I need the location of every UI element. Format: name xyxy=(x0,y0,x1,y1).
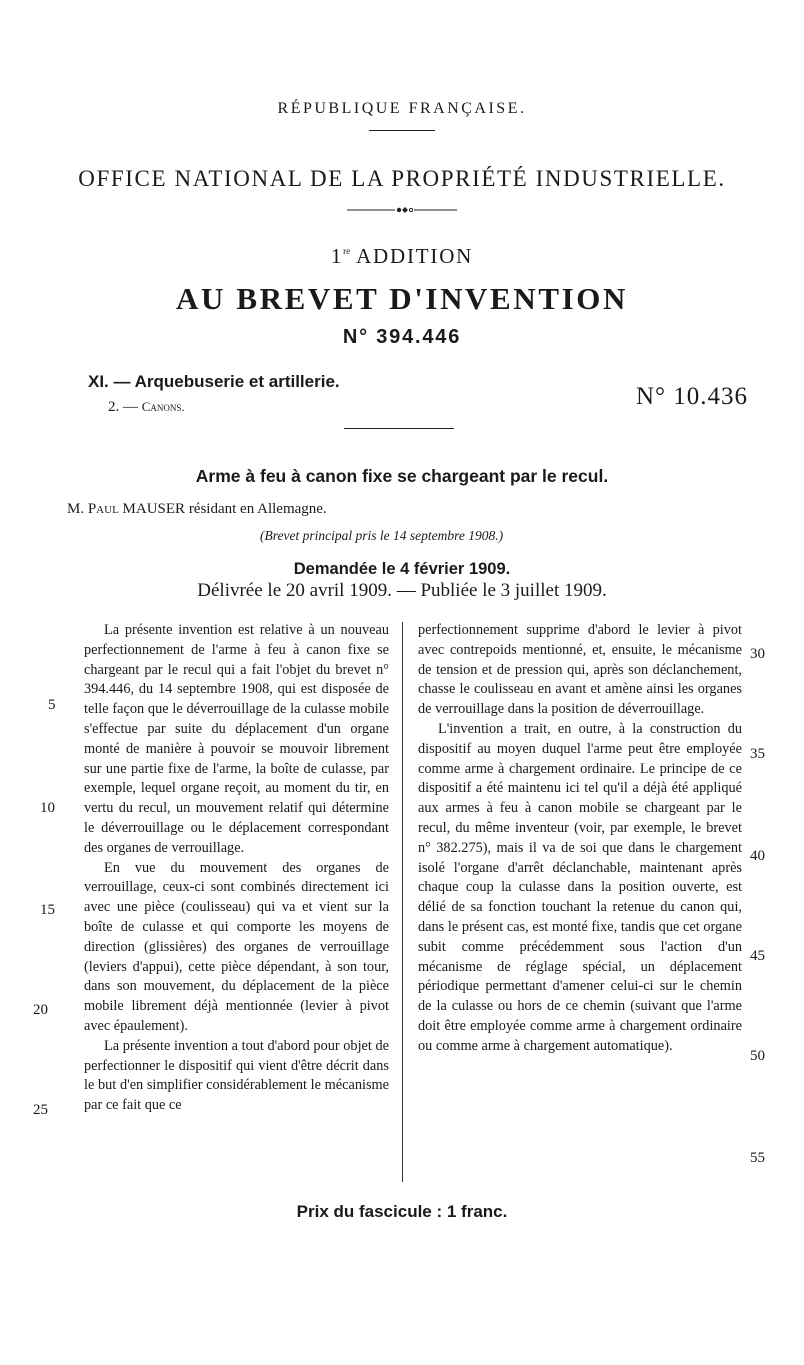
line-number: 15 xyxy=(40,902,55,918)
body-column-left xyxy=(84,621,389,1116)
office-heading: OFFICE NATIONAL DE LA PROPRIÉTÉ INDUSTRIELLE. xyxy=(78,166,726,191)
date-delivree: Délivrée le 20 avril 1909. — Publiée le 3 juillet 1909. xyxy=(197,580,607,601)
paragraph: En vue du mouvement des organes de verrouillage, ceux-ci sont combinés directement ici avec une pièce (coulisseau) qui va et vient sur la boîte de culasse et qui comporte les moyens de direction (glissières) des organes de verrouillage (leviers d'appui), cette pièce dépendant, à son tour, dans son mouvement, du déplacement de la pièce mobile librement déjà mentionnée (levier à pivot avec épaulement). xyxy=(84,859,389,1034)
inventor-name: Paul MAUSER xyxy=(87,501,186,517)
subclass-label: Canons. xyxy=(141,399,185,414)
divider xyxy=(344,428,454,429)
inventor-line xyxy=(67,501,327,518)
line-number: 5 xyxy=(48,697,56,713)
addition-label: ADDITION xyxy=(356,244,474,268)
paragraph: La présente invention est relative à un nouveau perfectionnement de l'arme à feu à canon fixe se chargeant par le recul qui a fait l'objet du brevet n° 394.446, du 14 septembre 1908, qui est disposée de telle façon que le déverrouillage de la culasse mobile s'effectue par suite du déplacement d'un organe monté de manière à pouvoir se mouvoir librement sur une partie fixe de l'arme, la boîte de culasse, par exemple, lequel organe reçoit, au moment du tir, en vertu du recul, un mouvement relatif qui détermine le déverrouillage ou le déplacement correspondant des organes de verrouillage. xyxy=(84,622,389,856)
line-number: 40 xyxy=(750,848,765,864)
column-divider xyxy=(402,622,403,1182)
addition-ordinal-suffix: re xyxy=(343,246,351,256)
publication-number: N° 10.436 xyxy=(636,383,749,410)
republique-heading: RÉPUBLIQUE FRANÇAISE. xyxy=(277,100,527,117)
paragraph: L'invention a trait, en outre, à la construction du dispositif au moyen duquel l'arme peut être employée comme arme à chargement ordinaire. Le principe de ce dispositif a été maintenu ici tel qu'il a déjà été appliqué aux armes à feu à canon mobile se chargeant par le recul, du même inventeur (voir, par exemple, le brevet n° 382.275), mais il va de soi que dans le chargement isolé l'organe d'arrêt déclanchable, maintenant après chaque coup la culasse dans la position ouverte, est délié de sa fonction touchant la retenue du canon qui, dans le présent cas, est monté fixe, tandis que cet organe subit comme précédemment sous l'action d'un mécanisme de réglage spécial, un déplacement périodique permettant d'amener celui-ci sur le chemin de la culasse ou hors de ce chemin (suivant que l'arme doit être employée comme arme à chargement ordinaire ou comme arme à chargement automatique). xyxy=(418,720,742,1054)
body-column-right xyxy=(418,621,742,1057)
divider xyxy=(369,130,435,131)
date-demandee: Demandée le 4 février 1909. xyxy=(293,560,511,578)
line-number: 20 xyxy=(33,1002,48,1018)
principal-patent-note: (Brevet principal pris le 14 septembre 1908.) xyxy=(260,528,504,543)
classification-class: XI. — Arquebuserie et artillerie. xyxy=(88,372,340,391)
invention-title: Arme à feu à canon fixe se chargeant par le recul. xyxy=(195,466,609,486)
line-number: 30 xyxy=(750,646,765,662)
line-number: 50 xyxy=(750,1048,765,1064)
line-number: 55 xyxy=(750,1150,765,1166)
addition-ordinal: 1 xyxy=(330,244,344,268)
paragraph: perfectionnement supprime d'abord le levier à pivot avec contrepoids mentionné, et, ensuite, le mécanisme de tension et de pression qui, après son déclanchement, chasse le coulisseau en avant et amène ainsi les organes de verrouillage dans la position de déverrouillage. xyxy=(418,622,742,718)
ornament-divider xyxy=(347,203,457,217)
subclass-number: 2. — xyxy=(108,399,138,415)
addition-heading xyxy=(0,244,804,269)
price-footer: Prix du fascicule : 1 franc. xyxy=(296,1202,508,1221)
paragraph: La présente invention a tout d'abord pour objet de perfectionner le dispositif qui vient d'être décrit dans le but d'en simplifier considérablement le mécanisme par ce fait que ce xyxy=(84,1037,389,1114)
line-number: 45 xyxy=(750,948,765,964)
brevet-heading: AU BREVET D'INVENTION xyxy=(176,281,628,316)
classification-subclass xyxy=(108,399,185,416)
line-number: 10 xyxy=(40,800,55,816)
inventor-residence: résidant en Allemagne. xyxy=(188,501,327,517)
line-number: 25 xyxy=(33,1102,48,1118)
inventor-prefix: M. xyxy=(67,501,85,517)
line-number: 35 xyxy=(750,746,765,762)
brevet-number: N° 394.446 xyxy=(342,326,462,348)
